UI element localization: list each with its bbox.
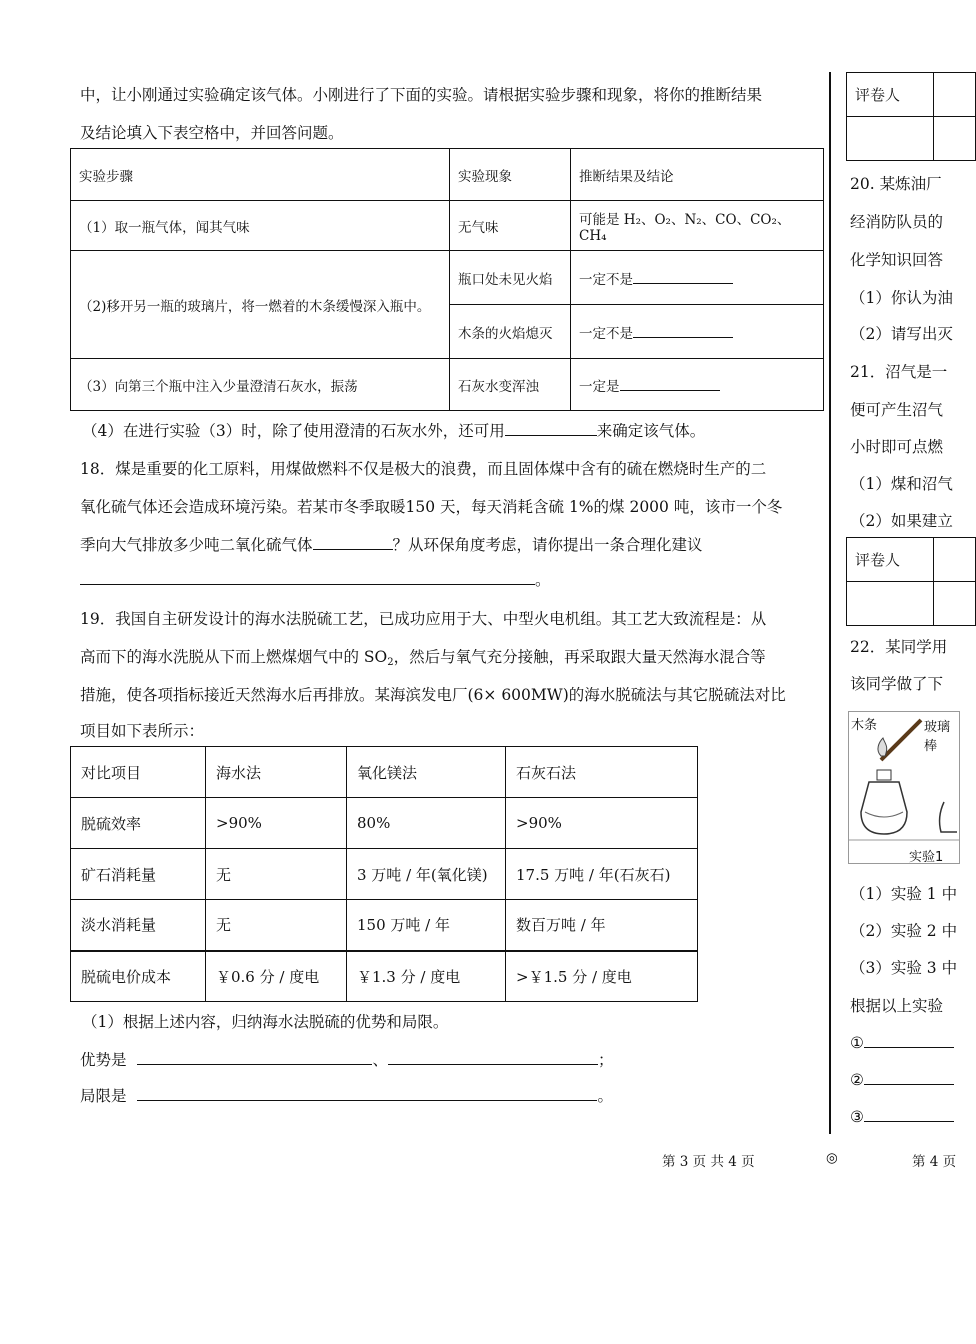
- q22-line-2: 该同学做了下: [850, 675, 944, 693]
- grader-box-1: [846, 72, 976, 161]
- exp-row2b-conclusion: [571, 305, 824, 359]
- cmp-header-seawater: 海水法: [206, 747, 347, 798]
- q17-4-text-end: 来确定该气体。: [596, 422, 706, 440]
- answer-blank[interactable]: [388, 1050, 598, 1065]
- cmp-cell: 无: [206, 849, 347, 900]
- answer-blank[interactable]: [620, 376, 720, 391]
- exp-row3-conclusion: [571, 359, 824, 411]
- column-divider: [829, 72, 831, 1134]
- separator: 、: [372, 1051, 388, 1069]
- q19-limitation-line: [80, 1086, 613, 1106]
- q19-line-4: 项目如下表所示：: [80, 722, 205, 740]
- q22-choice-2: [850, 1070, 954, 1090]
- page-number-right: 第 4 页: [912, 1154, 957, 1170]
- q21-line-5: （2）如果建立: [850, 512, 953, 530]
- page-number-left: 第 3 页 共 4 页: [662, 1154, 755, 1170]
- exp-row3-phenomenon: 石灰水变浑浊: [450, 359, 571, 411]
- q19-line-3: 措施，使各项指标接近天然海水后再排放。某海滨发电厂(6× 600MW)的海水脱硫法与其它脱硫法对比: [80, 686, 786, 704]
- q20-line-1: 20. 某炼油厂: [850, 175, 942, 193]
- fig-caption: 实验1: [909, 850, 944, 865]
- answer-blank[interactable]: [633, 269, 733, 284]
- q21-line-2: 便可产生沼气: [850, 401, 944, 419]
- q19-advantage-line: [80, 1050, 613, 1070]
- comparison-table: [70, 746, 698, 1002]
- exp-row2a-conclusion: [571, 251, 824, 305]
- cmp-header-limestone: 石灰石法: [506, 747, 698, 798]
- q18-text-end: ？从环保角度考虑，请你提出一条合理化建议: [392, 536, 703, 554]
- q18-line-2: 氧化硫气体还会造成环境污染。若某市冬季取暖150 天，每天消耗含硫 1%的煤 2000 吨，该市一个冬: [80, 498, 783, 516]
- footer-separator: ◎: [826, 1150, 838, 1166]
- answer-blank[interactable]: [864, 1070, 954, 1085]
- q19-line-2: [80, 647, 766, 673]
- q17-4-text: （4）在进行实验（3）时，除了使用澄清的石灰水外，还可用: [82, 422, 505, 440]
- lamp-body: [861, 782, 907, 834]
- cmp-cell: ￥1.3 分 / 度电: [347, 951, 506, 1002]
- cmp-cell: ￥0.6 分 / 度电: [206, 951, 347, 1002]
- q19-line-1: 19．我国自主研发设计的海水法脱硫工艺，已成功应用于大、中型火电机组。其工艺大致流程是：从: [80, 610, 767, 628]
- exp-row2a-phenomenon: 瓶口处未见火焰: [450, 251, 571, 305]
- second-lamp-edge: [940, 802, 957, 832]
- cmp-cell: 脱硫效率: [71, 798, 206, 849]
- circled-1: ①: [850, 1034, 864, 1052]
- exp-row3-step: （3）向第三个瓶中注入少量澄清石灰水，振荡: [71, 359, 450, 411]
- grader-box-2: [846, 537, 976, 626]
- cmp-header-mgo: 氧化镁法: [347, 747, 506, 798]
- answer-blank[interactable]: [864, 1107, 954, 1122]
- cmp-cell: 脱硫电价成本: [71, 951, 206, 1002]
- table-row: [71, 900, 698, 951]
- wooden-stick-icon: [881, 720, 921, 760]
- fig-label-glass-rod: 玻璃棒: [924, 720, 951, 754]
- q21-line-4: （1）煤和沼气: [850, 475, 953, 493]
- q19-1-prompt: （1）根据上述内容，归纳海水法脱硫的优势和局限。: [82, 1013, 449, 1031]
- exp-row1-phenomenon: 无气味: [450, 201, 571, 251]
- answer-blank[interactable]: [80, 570, 535, 585]
- q21-line-1: 21．沼气是一: [850, 363, 948, 381]
- answer-blank[interactable]: [505, 421, 597, 436]
- q20-line-4: （1）你认为油: [850, 289, 953, 307]
- advantage-label: 优势是: [80, 1051, 127, 1069]
- exp-row3-text: 一定是: [579, 378, 620, 395]
- cmp-cell: 数百万吨 / 年: [506, 900, 698, 951]
- intro-line-2: 及结论填入下表空格中，并回答问题。: [80, 124, 344, 142]
- period: 。: [597, 1087, 613, 1105]
- q22-answer-4: 根据以上实验: [850, 997, 944, 1015]
- q18-line-3: [80, 535, 703, 555]
- q18-text: 季向大气排放多少吨二氧化硫气体: [80, 536, 313, 554]
- experiment-table: [70, 148, 824, 411]
- cmp-cell: >90%: [506, 798, 698, 849]
- cmp-cell: 3 万吨 / 年(氧化镁): [347, 849, 506, 900]
- q17-part4: [82, 421, 705, 441]
- intro-line-1: 中，让小刚通过实验确定该气体。小刚进行了下面的实验。请根据实验步骤和现象，将你的推断结果: [80, 86, 763, 104]
- exp-row1-conclusion: 可能是 H₂、O₂、N₂、CO、CO₂、CH₄: [571, 201, 824, 251]
- experiment-figure: [848, 711, 960, 864]
- exp-row2b-phenomenon: 木条的火焰熄灭: [450, 305, 571, 359]
- q22-answer-3: （3）实验 3 中: [850, 959, 958, 977]
- q20-line-3: 化学知识回答: [850, 251, 944, 269]
- cmp-cell: >￥1.5 分 / 度电: [506, 951, 698, 1002]
- semicolon: ；: [597, 1051, 614, 1069]
- answer-blank[interactable]: [633, 323, 733, 338]
- limitation-label: 局限是: [80, 1087, 127, 1105]
- q18-line-1: 18．煤是重要的化工原料，用煤做燃料不仅是极大的浪费，而且固体煤中含有的硫在燃烧时生产的二: [80, 460, 767, 478]
- cmp-cell: >90%: [206, 798, 347, 849]
- q18-line-4: [80, 570, 551, 590]
- answer-blank[interactable]: [313, 535, 393, 550]
- exp-header-step: 实验步骤: [71, 149, 450, 201]
- table-row: [71, 798, 698, 849]
- table-row: [71, 849, 698, 900]
- table-row: [71, 951, 698, 1002]
- cmp-cell: 80%: [347, 798, 506, 849]
- exp-row2a-text: 一定不是: [579, 271, 633, 288]
- q19-text: 高而下的海水洗脱从下而上燃煤烟气中的 SO: [80, 648, 388, 666]
- q19-subscript: 2: [387, 657, 394, 668]
- lamp-neck: [877, 770, 891, 780]
- cmp-cell: 150 万吨 / 年: [347, 900, 506, 951]
- grader-label: 评卷人: [847, 73, 934, 117]
- cmp-cell: 淡水消耗量: [71, 900, 206, 951]
- cmp-cell: 17.5 万吨 / 年(石灰石): [506, 849, 698, 900]
- fig-label-stick: 木条: [851, 718, 878, 733]
- circled-2: ②: [850, 1071, 864, 1089]
- answer-blank[interactable]: [137, 1050, 372, 1065]
- exp-header-conclusion: 推断结果及结论: [571, 149, 824, 201]
- circled-3: ③: [850, 1108, 864, 1126]
- q21-line-3: 小时即可点燃: [850, 438, 944, 456]
- q22-answer-1: （1）实验 1 中: [850, 885, 958, 903]
- q22-choice-3: [850, 1107, 954, 1127]
- cmp-header-item: 对比项目: [71, 747, 206, 798]
- exp-header-phenomenon: 实验现象: [450, 149, 571, 201]
- exp-row2-step: （2)移开另一瓶的玻璃片，将一燃着的木条缓慢深入瓶中。: [71, 251, 450, 359]
- answer-blank[interactable]: [864, 1033, 954, 1048]
- flame-icon: [878, 738, 887, 756]
- q19-text-cont: ，然后与氧气充分接触，再采取跟大量天然海水混合等: [393, 648, 766, 666]
- exp-row1-step: （1）取一瓶气体，闻其气味: [71, 201, 450, 251]
- cmp-cell: 无: [206, 900, 347, 951]
- grader-label: 评卷人: [847, 538, 934, 582]
- cmp-cell: 矿石消耗量: [71, 849, 206, 900]
- answer-blank[interactable]: [137, 1086, 597, 1101]
- q20-line-5: （2）请写出灭: [850, 325, 953, 343]
- exp-row2b-text: 一定不是: [579, 325, 633, 342]
- q22-line-1: 22．某同学用: [850, 638, 948, 656]
- q20-line-2: 经消防队员的: [850, 213, 944, 231]
- q18-period: 。: [535, 571, 551, 589]
- q22-choice-1: [850, 1033, 954, 1053]
- q22-answer-2: （2）实验 2 中: [850, 922, 958, 940]
